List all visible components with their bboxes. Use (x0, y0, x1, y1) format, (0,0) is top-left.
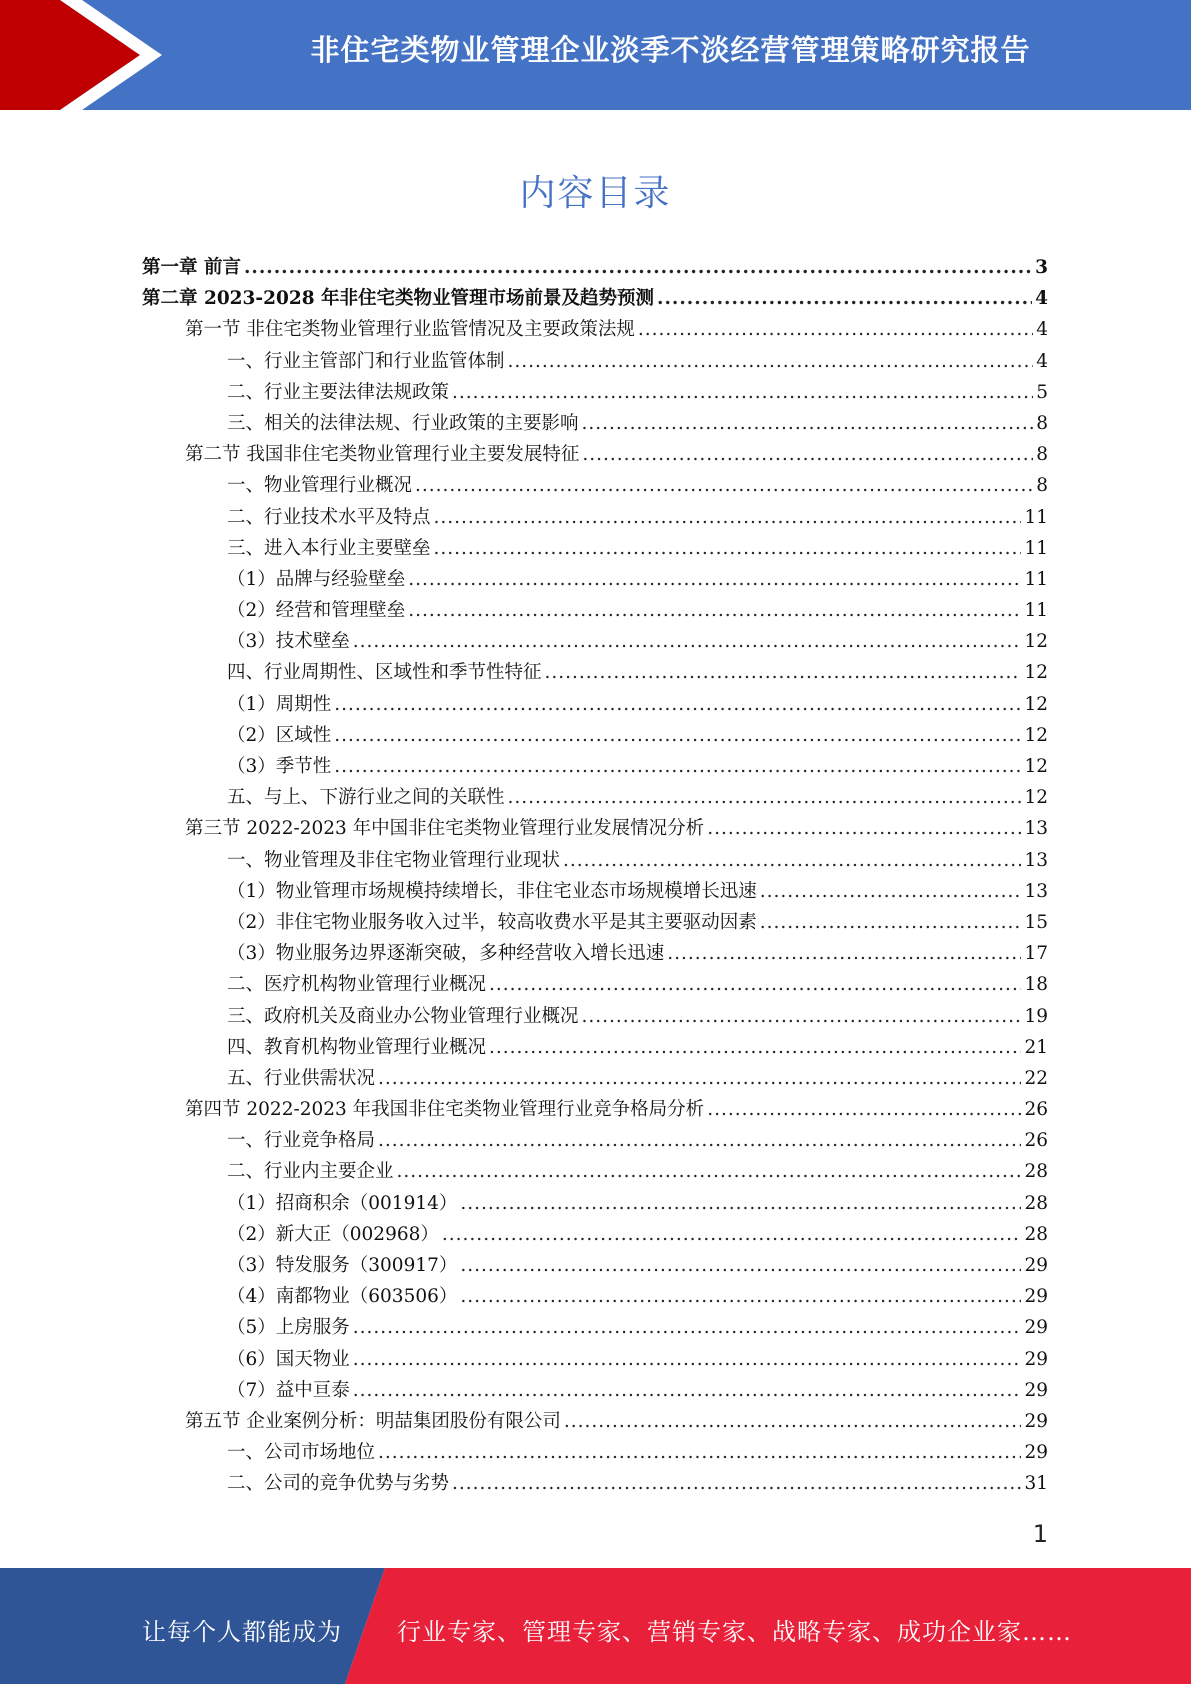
toc-entry[interactable] (142, 1157, 1048, 1188)
toc-entry[interactable] (142, 1189, 1048, 1220)
toc-dot-leader (582, 413, 1034, 434)
toc-entry[interactable] (142, 846, 1048, 877)
toc-entry-page: 28 (1024, 1161, 1048, 1183)
toc-entry-label: （5）上房服务 (227, 1317, 350, 1339)
toc-entry-label: （1）物业管理市场规模持续增长，非住宅业态市场规模增长迅速 (227, 880, 757, 902)
toc-dot-leader (760, 881, 1022, 902)
toc-entry-page: 28 (1024, 1223, 1048, 1245)
toc-entry-page: 12 (1024, 693, 1048, 715)
toc-entry-label: 三、相关的法律法规、行业政策的主要影响 (227, 412, 579, 434)
toc-dot-leader (760, 912, 1022, 933)
toc-entry[interactable] (142, 690, 1048, 721)
toc-entry-page: 29 (1024, 1442, 1048, 1464)
toc-entry-label: （3）物业服务边界逐渐突破，多种经营收入增长迅速 (227, 943, 665, 965)
toc-entry-page: 18 (1024, 974, 1048, 996)
toc-entry-page: 26 (1024, 1130, 1048, 1152)
toc-entry-label: 二、医疗机构物业管理行业概况 (227, 974, 487, 996)
page-number: 1 (1032, 1520, 1048, 1548)
toc-entry[interactable] (142, 347, 1048, 378)
toc-entry-label: 五、行业供需状况 (227, 1067, 376, 1089)
toc-dot-leader (657, 288, 1032, 309)
toc-dot-leader (564, 1411, 1022, 1432)
toc-entry-page: 11 (1024, 600, 1048, 622)
toc-entry-page: 15 (1024, 911, 1048, 933)
toc-dot-leader (408, 600, 1021, 621)
toc-entry[interactable] (142, 503, 1048, 534)
toc-dot-leader (667, 943, 1021, 964)
toc-dot-leader (460, 1255, 1021, 1276)
toc-entry[interactable] (142, 440, 1048, 471)
toc-entry-label: （3）季节性 (227, 756, 332, 777)
toc-entry-page: 8 (1036, 475, 1048, 497)
table-of-contents (142, 253, 1048, 1501)
toc-dot-leader (415, 475, 1033, 496)
toc-entry-label: 一、物业管理行业概况 (227, 475, 413, 497)
toc-entry-page: 3 (1035, 257, 1048, 278)
toc-entry-label: 五、与上、下游行业之间的关联性 (227, 787, 505, 809)
toc-entry-label: （2）新大正（002968） (227, 1223, 439, 1245)
toc-entry-label: 第五节 企业案例分析：明喆集团股份有限公司 (185, 1410, 561, 1432)
toc-entry-page: 29 (1024, 1379, 1048, 1401)
toc-dot-leader (545, 662, 1022, 683)
toc-entry-page: 29 (1024, 1255, 1048, 1276)
toc-dot-leader (334, 694, 1021, 715)
toc-dot-leader (563, 850, 1021, 871)
toc-dot-leader (452, 382, 1033, 403)
toc-entry-label: （4）南都物业（603506） (227, 1286, 458, 1308)
toc-entry-page: 31 (1024, 1473, 1048, 1495)
toc-entry[interactable] (142, 721, 1048, 752)
toc-dot-leader (582, 1006, 1022, 1027)
toc-dot-leader (460, 1193, 1021, 1214)
toc-heading: 内容目录 (519, 173, 672, 214)
toc-entry-label: 二、公司的竞争优势与劣势 (227, 1473, 450, 1495)
toc-entry-page: 29 (1024, 1286, 1048, 1308)
toc-entry[interactable] (142, 627, 1048, 658)
toc-entry[interactable] (142, 1469, 1048, 1500)
toc-entry-page: 12 (1024, 662, 1048, 684)
toc-dot-leader (707, 818, 1021, 839)
toc-dot-leader (489, 974, 1021, 995)
toc-entry-page: 12 (1024, 787, 1048, 809)
toc-entry[interactable] (142, 1345, 1048, 1376)
toc-dot-leader (397, 1161, 1022, 1182)
toc-entry-label: （1）周期性 (227, 693, 332, 715)
toc-entry[interactable] (142, 1438, 1048, 1469)
toc-entry-page: 13 (1024, 849, 1048, 871)
page-header (0, 0, 1191, 110)
toc-entry[interactable] (142, 1095, 1048, 1126)
toc-dot-leader (508, 351, 1034, 372)
toc-entry[interactable] (142, 253, 1048, 284)
toc-entry-label: 三、政府机关及商业办公物业管理行业概况 (227, 1005, 579, 1027)
toc-dot-leader (353, 1349, 1022, 1370)
toc-entry-page: 28 (1024, 1192, 1048, 1214)
toc-entry[interactable] (142, 908, 1048, 939)
toc-dot-leader (244, 257, 1032, 278)
toc-dot-leader (353, 1317, 1022, 1338)
toc-entry[interactable] (142, 1002, 1048, 1033)
toc-entry-label: （3）特发服务（300917） (227, 1255, 458, 1276)
toc-entry-page: 13 (1024, 880, 1048, 902)
toc-entry[interactable] (142, 1313, 1048, 1344)
toc-entry[interactable] (142, 409, 1048, 440)
toc-entry-page: 22 (1024, 1067, 1048, 1089)
toc-entry-label: （1）招商积余（001914） (227, 1192, 458, 1214)
toc-entry-page: 11 (1024, 568, 1048, 590)
toc-entry[interactable] (142, 939, 1048, 970)
toc-entry[interactable] (142, 1251, 1048, 1282)
toc-entry[interactable] (142, 877, 1048, 908)
toc-entry-label: 二、行业主要法律法规政策 (227, 381, 450, 403)
toc-dot-leader (353, 631, 1022, 652)
toc-entry-page: 29 (1024, 1317, 1048, 1339)
toc-dot-leader (353, 1380, 1022, 1401)
toc-entry-page: 17 (1024, 943, 1048, 965)
toc-dot-leader (707, 1099, 1021, 1120)
toc-dot-leader (434, 507, 1022, 528)
toc-entry-page: 4 (1035, 288, 1048, 310)
toc-entry-label: （2）经营和管理壁垒 (227, 600, 406, 622)
toc-entry-label: 一、公司市场地位 (227, 1442, 376, 1464)
toc-entry[interactable] (142, 565, 1048, 596)
toc-entry-page: 8 (1036, 444, 1048, 466)
toc-entry-label: （2）非住宅物业服务收入过半，较高收费水平是其主要驱动因素 (227, 911, 757, 933)
toc-entry-label: （7）益中亘泰 (227, 1379, 350, 1401)
toc-entry[interactable] (142, 752, 1048, 783)
toc-entry[interactable] (142, 596, 1048, 627)
toc-entry[interactable] (142, 1064, 1048, 1095)
toc-entry[interactable] (142, 471, 1048, 502)
toc-dot-leader (378, 1130, 1021, 1151)
toc-entry-page: 12 (1024, 631, 1048, 653)
toc-dot-leader (434, 538, 1022, 559)
toc-entry-label: 第三节 2022-2023 年中国非住宅类物业管理行业发展情况分析 (185, 818, 705, 840)
toc-entry-page: 21 (1024, 1036, 1048, 1058)
report-title: 非住宅类物业管理企业淡季不淡经营管理策略研究报告 (310, 33, 1031, 67)
toc-dot-leader (334, 756, 1021, 777)
toc-entry-label: 四、行业周期性、区域性和季节性特征 (227, 662, 542, 684)
toc-dot-leader (638, 319, 1033, 340)
toc-entry-label: 四、教育机构物业管理行业概况 (227, 1036, 487, 1058)
toc-entry-label: （6）国天物业 (227, 1348, 350, 1370)
footer-slogan-left: 让每个人都能成为 (142, 1618, 342, 1646)
toc-entry-label: 第一节 非住宅类物业管理行业监管情况及主要政策法规 (185, 319, 635, 341)
toc-entry[interactable] (142, 814, 1048, 845)
toc-entry-page: 4 (1036, 350, 1048, 372)
toc-entry-page: 29 (1024, 1410, 1048, 1432)
toc-entry[interactable] (142, 658, 1048, 689)
toc-dot-leader (378, 1442, 1021, 1463)
toc-entry-page: 4 (1036, 319, 1048, 341)
toc-entry-label: 第一章 前言 (142, 257, 241, 278)
toc-entry[interactable] (142, 783, 1048, 814)
toc-entry-page: 26 (1024, 1099, 1048, 1121)
toc-dot-leader (442, 1224, 1022, 1245)
toc-entry-page: 19 (1024, 1005, 1048, 1027)
toc-entry-label: 第四节 2022-2023 年我国非住宅类物业管理行业竞争格局分析 (185, 1099, 705, 1121)
toc-entry-label: 一、物业管理及非住宅物业管理行业现状 (227, 849, 561, 871)
toc-entry-page: 12 (1024, 724, 1048, 746)
toc-entry-page: 12 (1024, 756, 1048, 777)
page-footer (0, 1568, 1191, 1684)
toc-entry[interactable] (142, 1220, 1048, 1251)
toc-entry[interactable] (142, 1407, 1048, 1438)
toc-entry-label: （3）技术壁垒 (227, 631, 350, 653)
footer-slogan-right: 行业专家、管理专家、营销专家、战略专家、成功企业家…… (397, 1618, 1072, 1646)
toc-entry-label: （1）品牌与经验壁垒 (227, 568, 406, 590)
toc-dot-leader (408, 569, 1021, 590)
toc-dot-leader (582, 444, 1033, 465)
toc-entry[interactable] (142, 284, 1048, 315)
toc-entry[interactable] (142, 970, 1048, 1001)
toc-entry-page: 11 (1024, 506, 1048, 528)
toc-entry-label: （2）区域性 (227, 724, 332, 746)
toc-entry[interactable] (142, 315, 1048, 346)
toc-dot-leader (508, 787, 1022, 808)
toc-entry-label: 三、进入本行业主要壁垒 (227, 537, 431, 559)
toc-entry-page: 11 (1024, 537, 1048, 559)
toc-entry[interactable] (142, 1282, 1048, 1313)
toc-dot-leader (378, 1068, 1021, 1089)
toc-entry-page: 13 (1024, 818, 1048, 840)
toc-dot-leader (489, 1037, 1021, 1058)
toc-entry[interactable] (142, 1033, 1048, 1064)
toc-entry-page: 29 (1024, 1348, 1048, 1370)
toc-entry[interactable] (142, 378, 1048, 409)
toc-entry[interactable] (142, 1376, 1048, 1407)
toc-entry[interactable] (142, 1126, 1048, 1157)
toc-entry-label: 一、行业主管部门和行业监管体制 (227, 350, 505, 372)
toc-dot-leader (452, 1473, 1021, 1494)
toc-entry-page: 5 (1036, 381, 1048, 403)
toc-entry-label: 二、行业内主要企业 (227, 1161, 394, 1183)
toc-dot-leader (334, 725, 1021, 746)
toc-entry-label: 一、行业竞争格局 (227, 1130, 376, 1152)
toc-dot-leader (460, 1286, 1021, 1307)
toc-entry-page: 8 (1036, 412, 1048, 434)
toc-entry-label: 第二章 2023-2028 年非住宅类物业管理市场前景及趋势预测 (142, 288, 655, 310)
toc-entry-label: 第二节 我国非住宅类物业管理行业主要发展特征 (185, 444, 580, 466)
toc-entry-label: 二、行业技术水平及特点 (227, 506, 431, 528)
toc-entry[interactable] (142, 534, 1048, 565)
